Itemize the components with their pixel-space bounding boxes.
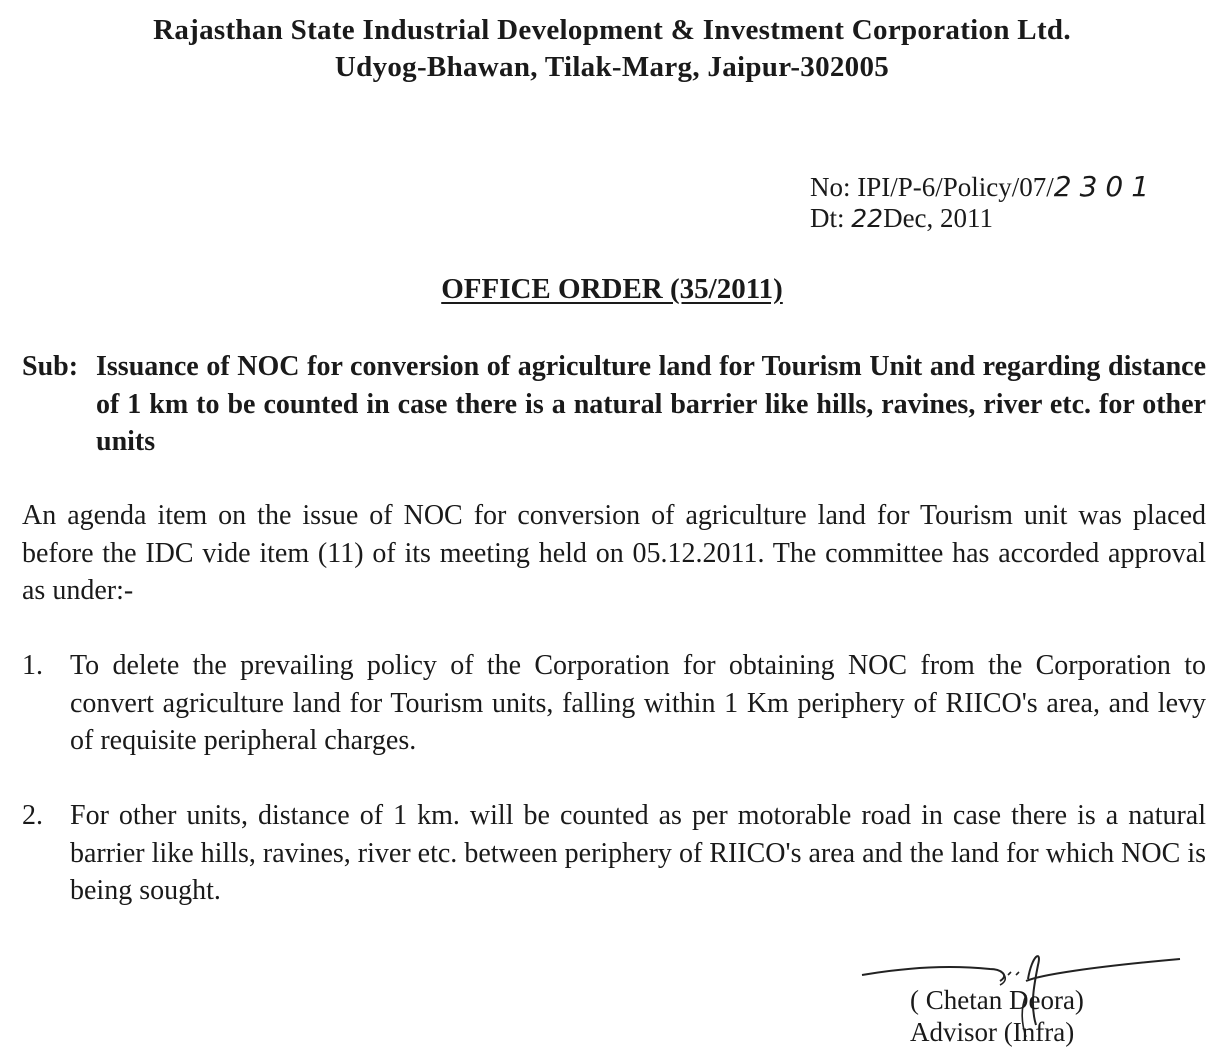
order-title bbox=[0, 273, 1224, 306]
reference-date-day-handwritten: 22 bbox=[851, 204, 884, 233]
intro-paragraph: An agenda item on the issue of NOC for conversion of agriculture land for Tourism unit was placed before the IDC vide item (11) of its meeting held on 05.12.2011. The committee has accorded approval as under:- bbox=[22, 500, 1206, 606]
reference-number-prefix: No: IPI/P-6/Policy/07/ bbox=[810, 172, 1054, 202]
subject-text: Issuance of NOC for conversion of agriculture land for Tourism Unit and regarding distance of 1 km to be counted in case there is a natural barrier like hills, ravines, river etc. for other units bbox=[96, 351, 1206, 457]
reference-date-prefix: Dt: bbox=[810, 203, 852, 233]
reference-number bbox=[810, 170, 1157, 203]
list-item-text: For other units, distance of 1 km. will be counted as per motorable road in case there is a natural barrier like hills, ravines, river etc. between periphery of RIICO's area and the land for which NOC is being sought. bbox=[70, 800, 1206, 906]
subject-block bbox=[22, 348, 1206, 461]
signatory-designation: Advisor (Infra) bbox=[910, 1017, 1075, 1047]
subject-label: Sub: bbox=[22, 351, 79, 382]
order-title-text: OFFICE ORDER (35/2011) bbox=[441, 273, 783, 305]
organization-address: Udyog-Bhawan, Tilak-Marg, Jaipur-302005 bbox=[334, 51, 890, 83]
list-item-number: 2. bbox=[22, 800, 43, 831]
list-item bbox=[22, 797, 1206, 910]
list-item bbox=[22, 647, 1206, 760]
list-item-number: 1. bbox=[22, 650, 43, 681]
signature-block bbox=[850, 945, 1190, 1045]
list-item-text: To delete the prevailing policy of the Corporation for obtaining NOC from the Corporation to convert agriculture land for Tourism units, falling within 1 Km periphery of RIICO's area, and levy of requisite peripheral charges. bbox=[70, 650, 1206, 756]
signatory-name: ( Chetan Deora) bbox=[910, 985, 1084, 1015]
reference-date-suffix: Dec, 2011 bbox=[883, 203, 994, 233]
reference-number-handwritten: 2301 bbox=[1053, 170, 1158, 203]
reference-date bbox=[810, 203, 993, 234]
organization-name: Rajasthan State Industrial Development & Investment Corporation Ltd. bbox=[153, 14, 1071, 46]
